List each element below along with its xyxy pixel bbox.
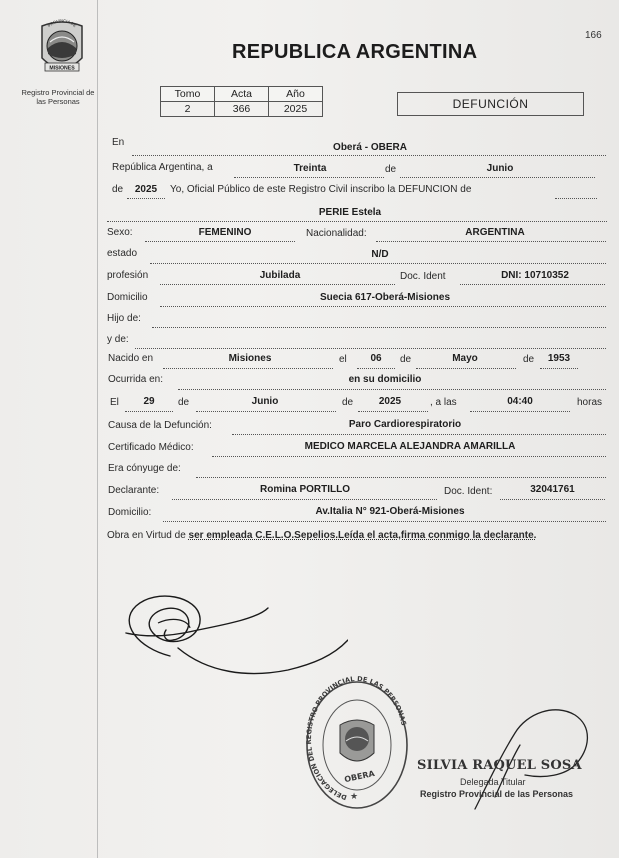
dotted-line: [172, 499, 437, 500]
death-day: 29: [143, 396, 155, 407]
obra-label: Obra en Virtud de: [107, 530, 186, 541]
dotted-line: [540, 368, 578, 369]
dotted-line: [196, 411, 336, 412]
table-value-tomo: 2: [161, 102, 215, 117]
de3-label: de: [400, 354, 412, 365]
page-number: 166: [585, 30, 602, 41]
obra-paragraph: [107, 529, 617, 543]
conyuge-label: Era cónyuge de:: [108, 463, 181, 474]
dotted-line: [500, 499, 605, 500]
dotted-line: [234, 177, 384, 178]
de5-label: de: [178, 397, 190, 408]
dotted-line: [555, 198, 597, 199]
dotted-line: [212, 456, 606, 457]
official-seal: [302, 675, 412, 815]
month-value: Junio: [486, 163, 514, 174]
estado-value: N/D: [371, 249, 389, 260]
dotted-line: [460, 284, 605, 285]
signer-org: Registro Provincial de las Personas: [420, 789, 574, 799]
dotted-line: [357, 368, 395, 369]
dotted-line: [152, 327, 606, 328]
dotted-line: [358, 411, 428, 412]
domicilio-value: Suecia 617-Oberá-Misiones: [319, 292, 451, 303]
deceased-name: PERIE Estela: [318, 207, 382, 218]
birth-day: 06: [370, 353, 382, 364]
misiones-emblem-icon: [38, 18, 86, 78]
signer-name: SILVIA RAQUEL SOSA: [417, 758, 582, 773]
dotted-line: [107, 221, 607, 222]
dotted-line: [145, 241, 295, 242]
death-year: 2025: [378, 396, 402, 407]
nacido-label: Nacido en: [108, 353, 154, 364]
profesion-value: Jubilada: [259, 270, 301, 281]
doc-label: Doc. Ident: [400, 271, 446, 282]
record-type-box: DEFUNCIÓN: [397, 92, 584, 116]
hijo-label: Hijo de:: [107, 313, 141, 324]
dotted-line: [135, 348, 606, 349]
dotted-line: [125, 411, 173, 412]
dotted-line: [160, 306, 606, 307]
estado-label: estado: [107, 248, 138, 259]
causa-value: Paro Cardiorespiratorio: [348, 419, 462, 430]
dotted-line: [400, 177, 595, 178]
seal-ring-text: DELEGACION DEL REGISTRO PROVINCIAL DE LAS PERSONAS: [305, 675, 408, 802]
republica-label: República Argentina, a: [112, 162, 213, 173]
obra-value: ser empleada C.E.L.O.Sepelios.Leída el acta,firma conmigo la declarante.: [188, 530, 537, 541]
declarant-signature: [118, 578, 348, 688]
seal-bottom-text: OBERA: [343, 768, 376, 785]
signer-role: Delegada Titular: [460, 777, 526, 787]
place-value: Oberá - OBERA: [333, 142, 407, 153]
seal-star-icon: ★: [349, 791, 359, 801]
dotted-line: [163, 521, 606, 522]
birth-month: Mayo: [452, 353, 478, 364]
profesion-label: profesión: [107, 270, 149, 281]
table-header-acta: Acta: [215, 87, 269, 102]
certificado-value: MEDICO MARCELA ALEJANDRA AMARILLA: [304, 441, 516, 452]
dotted-line: [376, 241, 606, 242]
ocurrida-value: en su domicilio: [348, 374, 422, 385]
dotted-line: [127, 198, 165, 199]
doc2-label: Doc. Ident:: [444, 486, 493, 497]
table-header-tomo: Tomo: [161, 87, 215, 102]
domicilio2-label: Domicilio:: [108, 507, 152, 518]
dotted-line: [132, 155, 606, 156]
de2-label: de: [112, 184, 124, 195]
dotted-line: [232, 434, 606, 435]
declarante-value: Romina PORTILLO: [260, 484, 350, 495]
table-header-ano: Año: [269, 87, 323, 102]
y-de-label: y de:: [107, 334, 129, 345]
year-value: 2025: [134, 184, 158, 195]
record-table: [160, 86, 323, 117]
el-label: el: [339, 354, 347, 365]
nacionalidad-label: Nacionalidad:: [306, 228, 367, 239]
a-las-label: , a las: [430, 397, 457, 408]
dotted-line: [150, 263, 606, 264]
dotted-line: [196, 477, 606, 478]
ocurrida-label: Ocurrida en:: [108, 374, 164, 385]
table-value-acta: 366: [215, 102, 269, 117]
horas-label: horas: [577, 397, 603, 408]
de6-label: de: [342, 397, 354, 408]
margin-line: [97, 0, 98, 858]
nacionalidad-value: ARGENTINA: [465, 227, 525, 238]
sexo-value: FEMENINO: [198, 227, 252, 238]
document-title: REPUBLICA ARGENTINA: [232, 41, 478, 63]
doc-value: DNI: 10710352: [501, 270, 569, 281]
registry-label: Registro Provincial de las Personas: [21, 88, 95, 106]
dotted-line: [178, 389, 606, 390]
de-label: de: [385, 164, 397, 175]
sexo-label: Sexo:: [107, 227, 133, 238]
statement-text: Yo, Oficial Público de este Registro Civil inscribo la DEFUNCION de: [170, 184, 472, 195]
doc2-value: 32041761: [530, 484, 575, 495]
domicilio2-value: Av.Italia N° 921-Oberá-Misiones: [315, 506, 465, 517]
emblem-top-text: PROVINCIA DE: [46, 18, 78, 29]
nacido-value: Misiones: [228, 353, 272, 364]
declarante-label: Declarante:: [108, 485, 160, 496]
el2-label: El: [110, 397, 119, 408]
death-month: Junio: [251, 396, 279, 407]
birth-year: 1953: [547, 353, 571, 364]
dotted-line: [416, 368, 516, 369]
death-time: 04:40: [507, 396, 533, 407]
day-value: Treinta: [293, 163, 327, 174]
dotted-line: [160, 284, 395, 285]
emblem-bottom-text: MISIONES: [49, 65, 75, 72]
dotted-line: [163, 368, 333, 369]
dotted-line: [470, 411, 570, 412]
causa-label: Causa de la Defunción:: [108, 420, 212, 431]
en-label: En: [112, 137, 125, 148]
table-value-ano: 2025: [269, 102, 323, 117]
de4-label: de: [523, 354, 535, 365]
domicilio-label: Domicilio: [107, 292, 148, 303]
certificado-label: Certificado Médico:: [108, 442, 194, 453]
